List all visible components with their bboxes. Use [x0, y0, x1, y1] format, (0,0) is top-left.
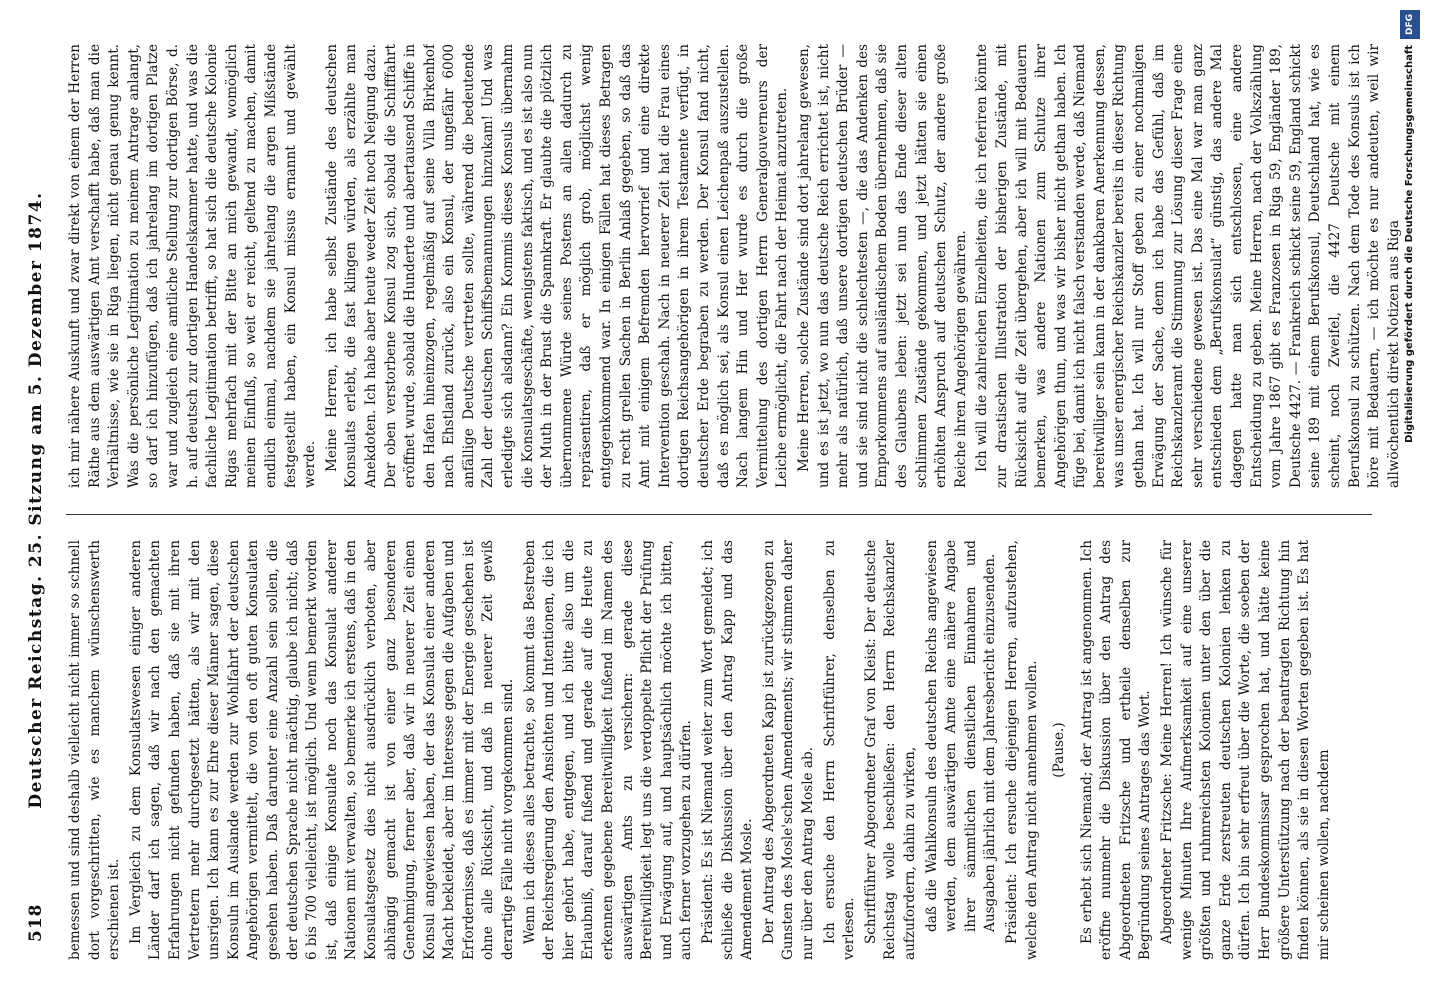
page-header [16, 40, 56, 960]
column-divider [66, 514, 1372, 515]
paragraph: Abgeordneter Fritzsche: Meine Herren! Ich wünsche für wenige Minuten Ihre Aufmerksamkeit auf eine unserer größten und ruhmreichsten Kolonien unter den über die ganze Erde zerstreuten deutschen Kolonien lenken zu dürfen. Ich bin sehr erfreut über die Worte, die soeben der Herr Bundeskommissar gesprochen hat, und hätte keine größere Unterstützung nach der beantragten Richtung hin finden können, als sie in diesen Worten gegeben ist. Es hat mir scheinen wollen, nachdem [1159, 540, 1332, 960]
running-title: Deutscher Reichstag. 25. Sitzung am 5. Dezember 1874. [26, 191, 46, 809]
paragraph: Präsident: Es ist Niemand weiter zum Wort gemeldet; ich schließe die Diskussion über den Antrag Kapp und das Amendement Mosle. [700, 540, 756, 960]
left-column [66, 540, 1402, 960]
paragraph: Wenn ich dieses alles betrachte, so kommt das Bestreben der Reichsregierung den Ansichten und Intentionen, die ich hier gehört habe, entgegen, und ich bitte also um die Erlaubniß, darauf fußend und gerade auf die Heute zu erkennen gegebene Bereitwilligkeit fußend im Namen des auswärtigen Amts zu versichern: gerade diese Bereitwilligkeit legt uns die verdoppelte Pflicht der Prüfung und Erwägung auf, und hauptsächlich möchte ich bitten, auch ferner vorzugehen zu dürfen. [521, 540, 695, 960]
paragraph: Meine Herren, ich habe selbst Zustände des deutschen Konsulats erlebt, die fast klingen würden, als erzählte man Anekdoten. Ich habe aber heute weder Zeit noch Neigung dazu. Der oben verstorbene Konsul zog sich, sobald die Schifffahrt eröffnet wurde, sobald die Hunderte und abertausend Schiffe in den Hafen hineinzogen, regelmäßig auf seine Villa Birkenhof nach Ehstland zurück, also ein Konsul, der ungefähr 6000 anfällige Deutsche vertreten sollte, während die bedeutende Zahl der deutschen Schiffsbemannungen hinzukam! Und was erledigte sich alsdann? Ein Kommis dieses Konsuls übernahm die Konsulatsgeschäfte, wenigstens faktisch, und es ist also nun der Muth in der Brust die Spannkraft. Er glaubte die plötzlich übernommene Würde seines Postens an allen dadurch zu repräsentiren, daß er möglich grob, möglichst wenig entgegenkommend war. In einigen Fällen hat dieses Betragen zu recht grellen Sachen in Berlin Anlaß gegeben, so daß das Amt mit einigem Befremden hervorrief und eine direkte Intervention geschah. Nach in neuerer Zeit hat die Frau eines dortigen Reichsangehörigen in ihrem Testamente verfügt, in deutscher Erde begraben zu werden. Der Konsul fand nicht, daß es möglich sei, als Konsul einen Leichenpaß auszustellen. Nach langem Hin und Her wurde es durch die große Vermittelung des dortigen Herrn Generalgouverneurs der Leiche ermöglicht, die Fahrt nach der Heimat anzutreten. [323, 44, 791, 488]
paragraph: Ich ersuche den Herrn Schriftführer, denselben zu verlesen. [821, 540, 858, 960]
right-column [66, 44, 1402, 488]
paragraph: Meine Herren, solche Zustände sind dort jahrelang gewesen, und es ist jetzt, wo nun das deutsche Reich errichtet ist, nicht mehr als natürlich, daß unsere dortigen deutschen Brüder — und sie sind nicht die schlechtesten —, die das Andenken des Emporkommens auf ausländischem Boden übernehmen, daß sie des Glaubens leben: jetzt sei nun das Ende dieser alten schlimmen Zustände gekommen, und jetzt hätten sie einen erhöhten Anspruch auf deutschen Schutz, der andere große Reiche ihren Angehörigen gewähren. [795, 44, 969, 488]
paragraph: (Pause.) [1051, 722, 1068, 778]
paragraph: ich mir nähere Auskunft und zwar direkt von einem der Herren Räthe aus dem auswärtigen Amt verschafft habe, daß man die Verhältnisse, wie sie in Riga liegen, nicht genau genug kennt. Was die persönliche Legitimation zu meinem Antrage anlangt, so darf ich hinzufügen, daß ich jahrelang im dortigen Platze war und zugleich eine amtliche Stellung zur dortigen Börse, d. h. auf deutsch zur dortigen Handelskammer hatte, und was die fachliche Legitimation betrifft, so hat sich die deutsche Kolonie Rigas mehrfach mit der Bitte an mich gewandt, womöglich meinen Einfluß, so weit er reicht, geltend zu machen, damit endlich einmal, nachdem sie jahrelang die argen Mißstände festgestellt haben, ein Konsul missus ernannt und gewählt werde. [67, 44, 319, 488]
paragraph: Präsident: Ich ersuche diejenigen Herren, aufzustehen, welche den Antrag nicht annehmen wollen. [1003, 540, 1040, 960]
digitization-credit [1400, 10, 1420, 990]
paragraph: daß die Wahlkonsuln des deutschen Reichs angewiesen werden, dem auswärtigen Amte eine nähere Angabe ihrer sämmtlichen dienstlichen Einnahmen und Ausgaben jährlich mit dem Jahresbericht einzusenden. [923, 540, 999, 932]
dfg-logo: DFG [1400, 10, 1420, 39]
paragraph: Ich will die zahlreichen Einzelheiten, die ich referiren könnte zur drastischen Illustration der bisherigen Zustände, mit Rücksicht auf die Zeit übergehen, aber ich will mit Bedauern bemerken, was andere Nationen zum Schutze ihrer Angehörigen thun, und was wir bisher nicht gethan haben. Ich füge bei, damit ich nicht falsch verstanden werde, daß Niemand bereitwilliger sein kann in der dankbaren Anerkennung dessen, was unser energischer Reichskanzler bereits in dieser Richtung gethan hat. Ich will nur Stoff geben zu einer nochmaligen Erwägung der Sache, denn ich habe das Gefühl, daß im Reichskanzleramt die Stimmung zur Lösung dieser Frage eine sehr verschiedene gewesen ist. Das eine Mal war man ganz entschieden dem „Berufskonsulat“ günstig, das andere Mal dagegen hatte man sich entschlossen, eine andere Entscheidung zu geben. Meine Herren, nach der Volkszählung vom Jahre 1867 gibt es Franzosen in Riga 59, Engländer 189, Deutsche 4427. — Frankreich schickt seine 59, England schickt seine 189 mit einem Berufskonsul, Deutschland hat, wie es scheint, noch Zweifel, die 4427 Deutsche mit einem Berufskonsul zu schützen. Nach dem Tode des Konsuls ist ich höre mit Bedauern, — ich möchte es nur andeuten, weil wir allwöchentlich direkt Notizen aus Riga [974, 44, 1402, 488]
paragraph: Schriftführer Abgeordneter Graf von Kleist: Der deutsche Reichstag wolle beschließen: den Herrn Reichskanzler aufzufordern, dahin zu wirken, [862, 540, 918, 960]
page-number: 518 [26, 903, 46, 942]
credit-text: Digitalisierung gefördert durch die Deutsche Forschungsgemeinschaft [1404, 45, 1415, 443]
paragraph: bemessen und sind deshalb vielleicht nicht immer so schnell dort vorgeschritten, wie es manchem wünschenswerth erschienen ist. [67, 540, 123, 960]
digitization-credit-strip [1400, 10, 1420, 990]
paragraph: Der Antrag des Abgeordneten Kapp ist zurückgezogen zu Gunsten des Mosle'schen Amendements; wir stimmen daher nur über den Antrag Mosle ab. [760, 540, 816, 960]
paragraph: Im Vergleich zu dem Konsulatswesen einiger anderen Länder darf ich sagen, daß wir nach den gemachten Erfahrungen nicht gefunden haben, daß sie mit ihren Vertretern mehr durchgesetzt hätten, als wir mit den unsrigen. Ich kann es zur Ehre dieser Männer sagen, diese Konsuln im Auslande werden zur Wohlfahrt der deutschen Angehörigen vermittelt, die von den oft guten Konsulaten gesehen haben. Daß darunter eine Anzahl sein sollen, die der deutschen Sprache nicht mächtig, glaube ich nicht; daß 6 bis 700 vielleicht, ist möglich. Und wenn bemerkt worden ist, daß einige Konsulate noch das Konsulat anderer Nationen mit verwalten, so bemerke ich erstens, daß in den Konsulatsgesetz dies nicht ausdrücklich verboten, aber abhängig gemacht ist von einer ganz besonderen Genehmigung, ferner aber, daß wir in neuerer Zeit einen Konsul angewiesen haben, der das Konsulat einer anderen Macht bekleidet, aber im Interesse gegen die Aufgaben und Erfordernisse, daß es immer mit der Energie geschehen ist ohne alle Rücksicht, und daß in neuerer Zeit gewiß derartige Fälle nicht vorgekommen sind. [127, 540, 517, 960]
paragraph: Es erhebt sich Niemand; der Antrag ist angenommen. Ich eröffne nunmehr die Diskussion über den Antrag des Abgeordneten Fritzsche und ertheile denselben zur Begründung seines Antrages das Wort. [1078, 540, 1154, 960]
